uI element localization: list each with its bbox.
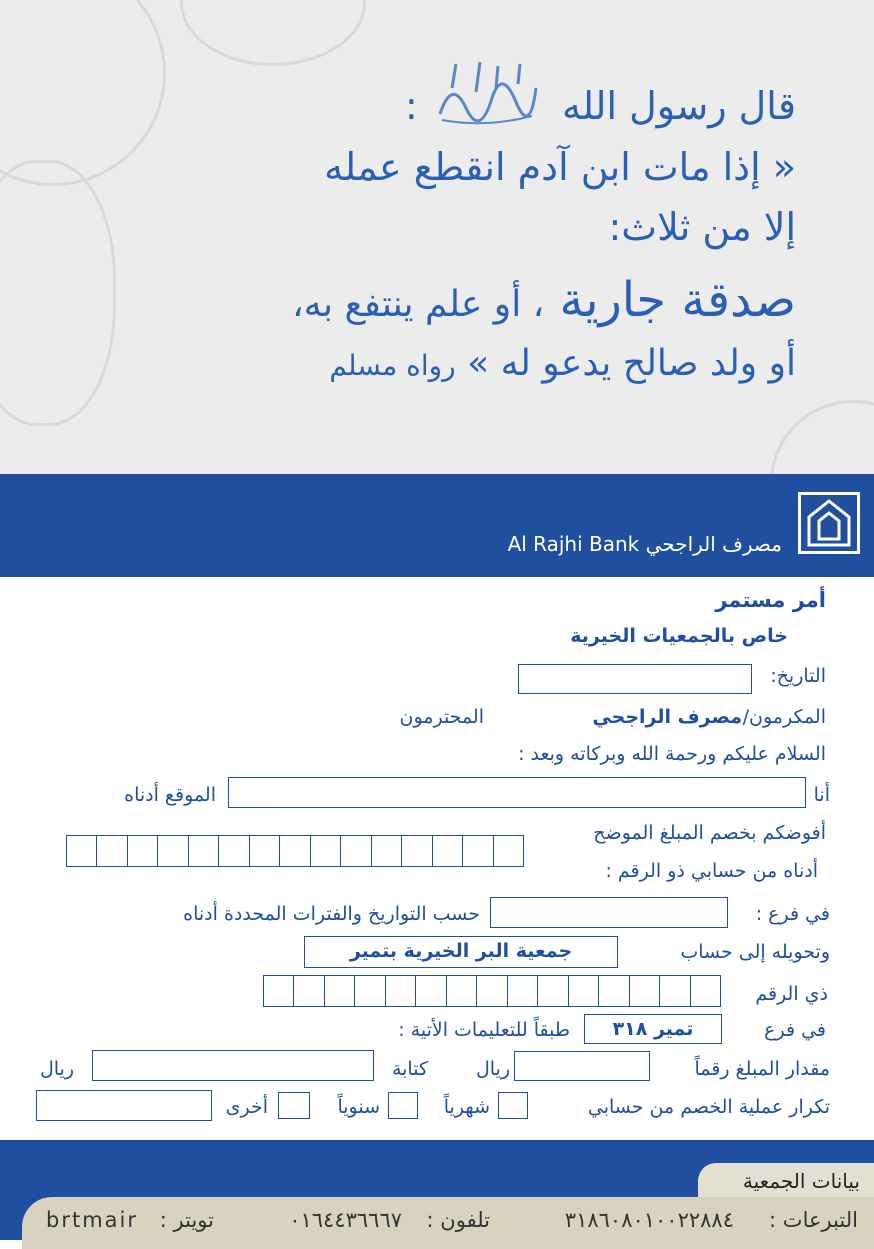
authorize-text: أفوضكم بخصم المبلغ الموضح xyxy=(593,822,826,844)
monthly-checkbox[interactable] xyxy=(498,1092,528,1119)
hadith-source: رواه مسلم xyxy=(329,349,456,382)
date-field[interactable] xyxy=(518,664,752,694)
riyal-label: ريال xyxy=(475,1058,510,1080)
honored-label: المكرمون/ xyxy=(742,706,826,728)
source-account-number-cells[interactable] xyxy=(66,835,524,867)
hadith-sadaqa: صدقة جارية xyxy=(559,272,796,328)
repeat-label: تكرار عملية الخصم من حسابي xyxy=(587,1096,830,1118)
beneficiary-account-number-cells[interactable] xyxy=(263,975,721,1007)
donations-label: التبرعات : xyxy=(769,1208,858,1232)
phone-value: ٠١٦٤٤٣٦٦٦٧ xyxy=(289,1208,402,1232)
twitter-label: تويتر : xyxy=(159,1208,214,1232)
monthly-label: شهرياً xyxy=(443,1096,490,1118)
hadith-line-1-text: قال رسول الله xyxy=(561,84,796,128)
ornament-top-left xyxy=(0,0,166,186)
hadith-line-3: إلا من ثلاث: xyxy=(608,205,796,249)
transfer-label: وتحويله إلى حساب xyxy=(680,941,830,963)
date-label: التاريخ: xyxy=(770,665,826,687)
salawat-calligraphy xyxy=(432,58,540,126)
bank-logo-icon xyxy=(798,492,860,554)
donations-value: ٣١٨٦٠٨٠١٠٠٢٢٨٨٤ xyxy=(564,1208,734,1232)
respected-label: المحترمون xyxy=(399,706,484,728)
branch-field[interactable] xyxy=(490,897,728,928)
honored-bank: مصرف الراجحي xyxy=(592,706,742,728)
bank-name-ar: مصرف الراجحي xyxy=(645,532,782,556)
per-instructions-text: طبقاً للتعليمات الأتية : xyxy=(398,1019,570,1041)
bank-name-en: Al Rajhi Bank xyxy=(507,532,640,556)
hadith-line-5 xyxy=(329,343,796,384)
name-field[interactable] xyxy=(228,777,806,808)
greeting: السلام عليكم ورحمة الله وبركاته وبعد : xyxy=(518,743,826,765)
hadith-knowledge: ، أو علم ينتفع به، xyxy=(292,284,545,325)
branch2-label: في فرع xyxy=(764,1019,826,1041)
yearly-checkbox[interactable] xyxy=(388,1092,418,1119)
yearly-label: سنوياً xyxy=(337,1096,380,1118)
branch-label: في فرع : xyxy=(755,903,830,925)
other-checkbox[interactable] xyxy=(278,1092,310,1119)
form-subtitle: خاص بالجمعيات الخيرية xyxy=(570,625,788,647)
beneficiary-field[interactable]: جمعية البر الخيرية بتمير xyxy=(304,936,618,968)
signed-below-label: الموقع أدناه xyxy=(124,784,216,806)
riyal-label-2: ريال xyxy=(39,1058,74,1080)
amount-words-field[interactable] xyxy=(92,1050,374,1081)
other-label: أخرى xyxy=(225,1096,268,1118)
phone-label: تلفون : xyxy=(426,1208,490,1232)
twitter-value: brtmair xyxy=(46,1208,138,1232)
hadith-line-2: « إذا مات ابن آدم انقطع عمله xyxy=(324,145,796,189)
branch2-field[interactable]: تمير ٣١٨ xyxy=(584,1014,722,1044)
bank-banner xyxy=(0,474,874,577)
amount-digits-label: مقدار المبلغ رقماً xyxy=(694,1058,830,1080)
hadith-header xyxy=(0,0,874,474)
ornament-bottom-right xyxy=(770,400,874,474)
form-title: أمر مستمر xyxy=(715,588,826,612)
from-account-text: أدناه من حسابي ذو الرقم : xyxy=(605,860,818,882)
hadith-line-4 xyxy=(292,272,796,328)
section-title: بيانات الجمعية xyxy=(742,1169,860,1193)
ornament-left xyxy=(0,160,116,426)
amount-digits-field[interactable] xyxy=(514,1051,650,1081)
per-dates-text: حسب التواريخ والفترات المحددة أدناه xyxy=(183,903,480,925)
other-field[interactable] xyxy=(36,1090,212,1121)
in-words-label: كتابة xyxy=(391,1058,428,1080)
account-number-label: ذي الرقم xyxy=(755,983,828,1005)
hadith-child: أو ولد صالح يدعو له » xyxy=(467,343,796,384)
ornament-top xyxy=(180,0,366,66)
hadith-colon: : xyxy=(404,84,418,128)
i-label: أنا xyxy=(813,784,830,806)
bank-name xyxy=(508,532,782,556)
